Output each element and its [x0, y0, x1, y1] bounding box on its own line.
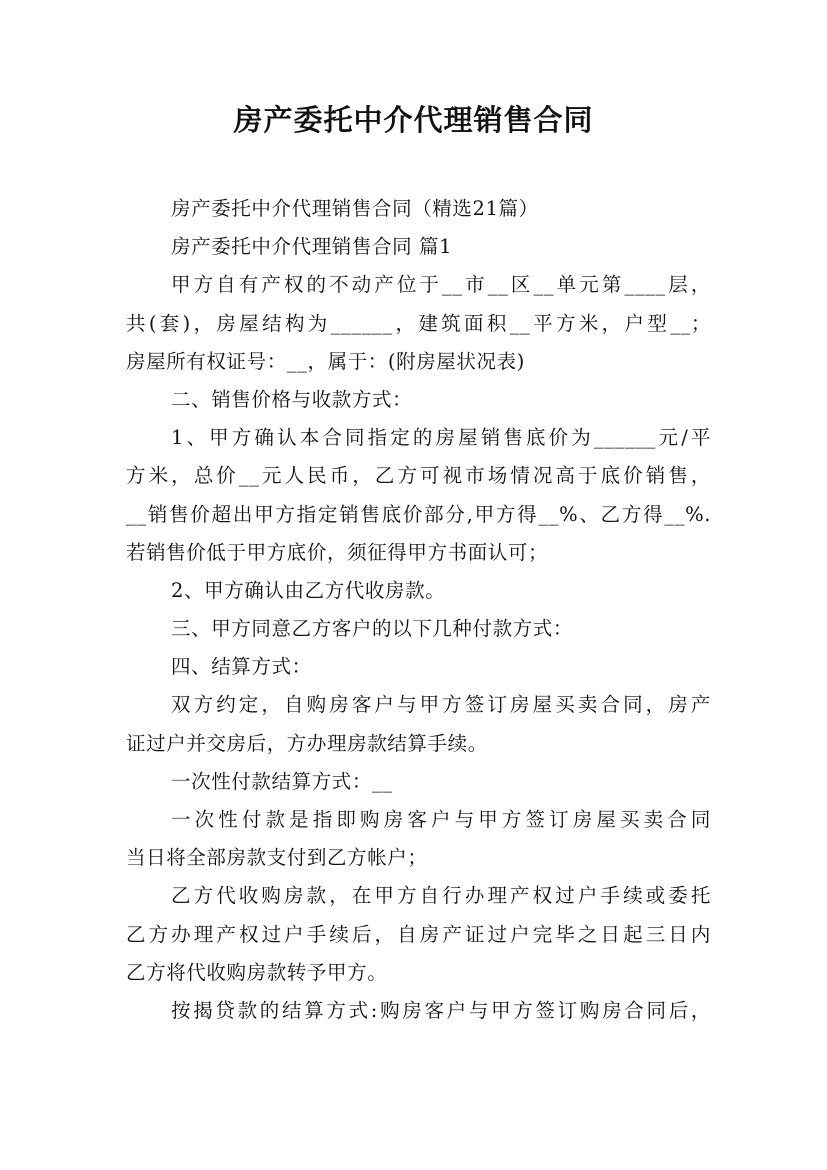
document-title: 房产委托中介代理销售合同	[233, 103, 594, 137]
paragraph-line: 双方约定，自购房客户与甲方签订房屋买卖合同，房产	[171, 693, 711, 717]
paragraph-line: 证过户并交房后，方办理房款结算手续。	[126, 731, 488, 755]
paragraph-line: 乙方将代收购房款转予甲方。	[126, 960, 388, 984]
paragraph-line: 方米，总价__元人民币，乙方可视市场情况高于底价销售，	[126, 464, 711, 488]
paragraph-line: 共(套)，房屋结构为______，建筑面积__平方米，户型__；	[126, 311, 711, 335]
clause-heading: 三、甲方同意乙方客户的以下几种付款方式：	[171, 617, 574, 641]
paragraph-line: __销售价超出甲方指定销售底价部分,甲方得__%、乙方得__%.	[126, 502, 711, 526]
paragraph-line: 1、甲方确认本合同指定的房屋销售底价为______元/平	[171, 426, 711, 450]
paragraph-line: 甲方自有产权的不动产位于__市__区__单元第____层，	[171, 273, 711, 297]
paragraph-line: 一次性付款是指即购房客户与甲方签订房屋买卖合同	[171, 808, 711, 831]
subtitle-line: 房产委托中介代理销售合同（精选21篇）	[171, 197, 539, 220]
clause-heading: 二、销售价格与收款方式：	[171, 387, 413, 411]
paragraph-line: 2、甲方确认由乙方代收房款。	[171, 578, 446, 602]
paragraph-line: 乙方代收购房款，在甲方自行办理产权过户手续或委托	[171, 884, 711, 908]
paragraph-line: 房屋所有权证号：__，属于：(附房屋状况表)	[126, 349, 525, 373]
paragraph-line: 按揭贷款的结算方式:购房客户与甲方签订购房合同后，	[171, 998, 711, 1022]
paragraph-line: 当日将全部房款支付到乙方帐户；	[126, 846, 428, 870]
paragraph-line: 一次性付款结算方式：__	[171, 769, 393, 793]
paragraph-line: 若销售价低于甲方底价，须征得甲方书面认可；	[126, 540, 549, 564]
paragraph-line: 乙方办理产权过户手续后，自房产证过户完毕之日起三日内	[126, 922, 711, 946]
document-body	[126, 190, 711, 1030]
clause-heading: 四、结算方式：	[171, 655, 312, 679]
section-heading: 房产委托中介代理销售合同 篇1	[171, 235, 453, 259]
